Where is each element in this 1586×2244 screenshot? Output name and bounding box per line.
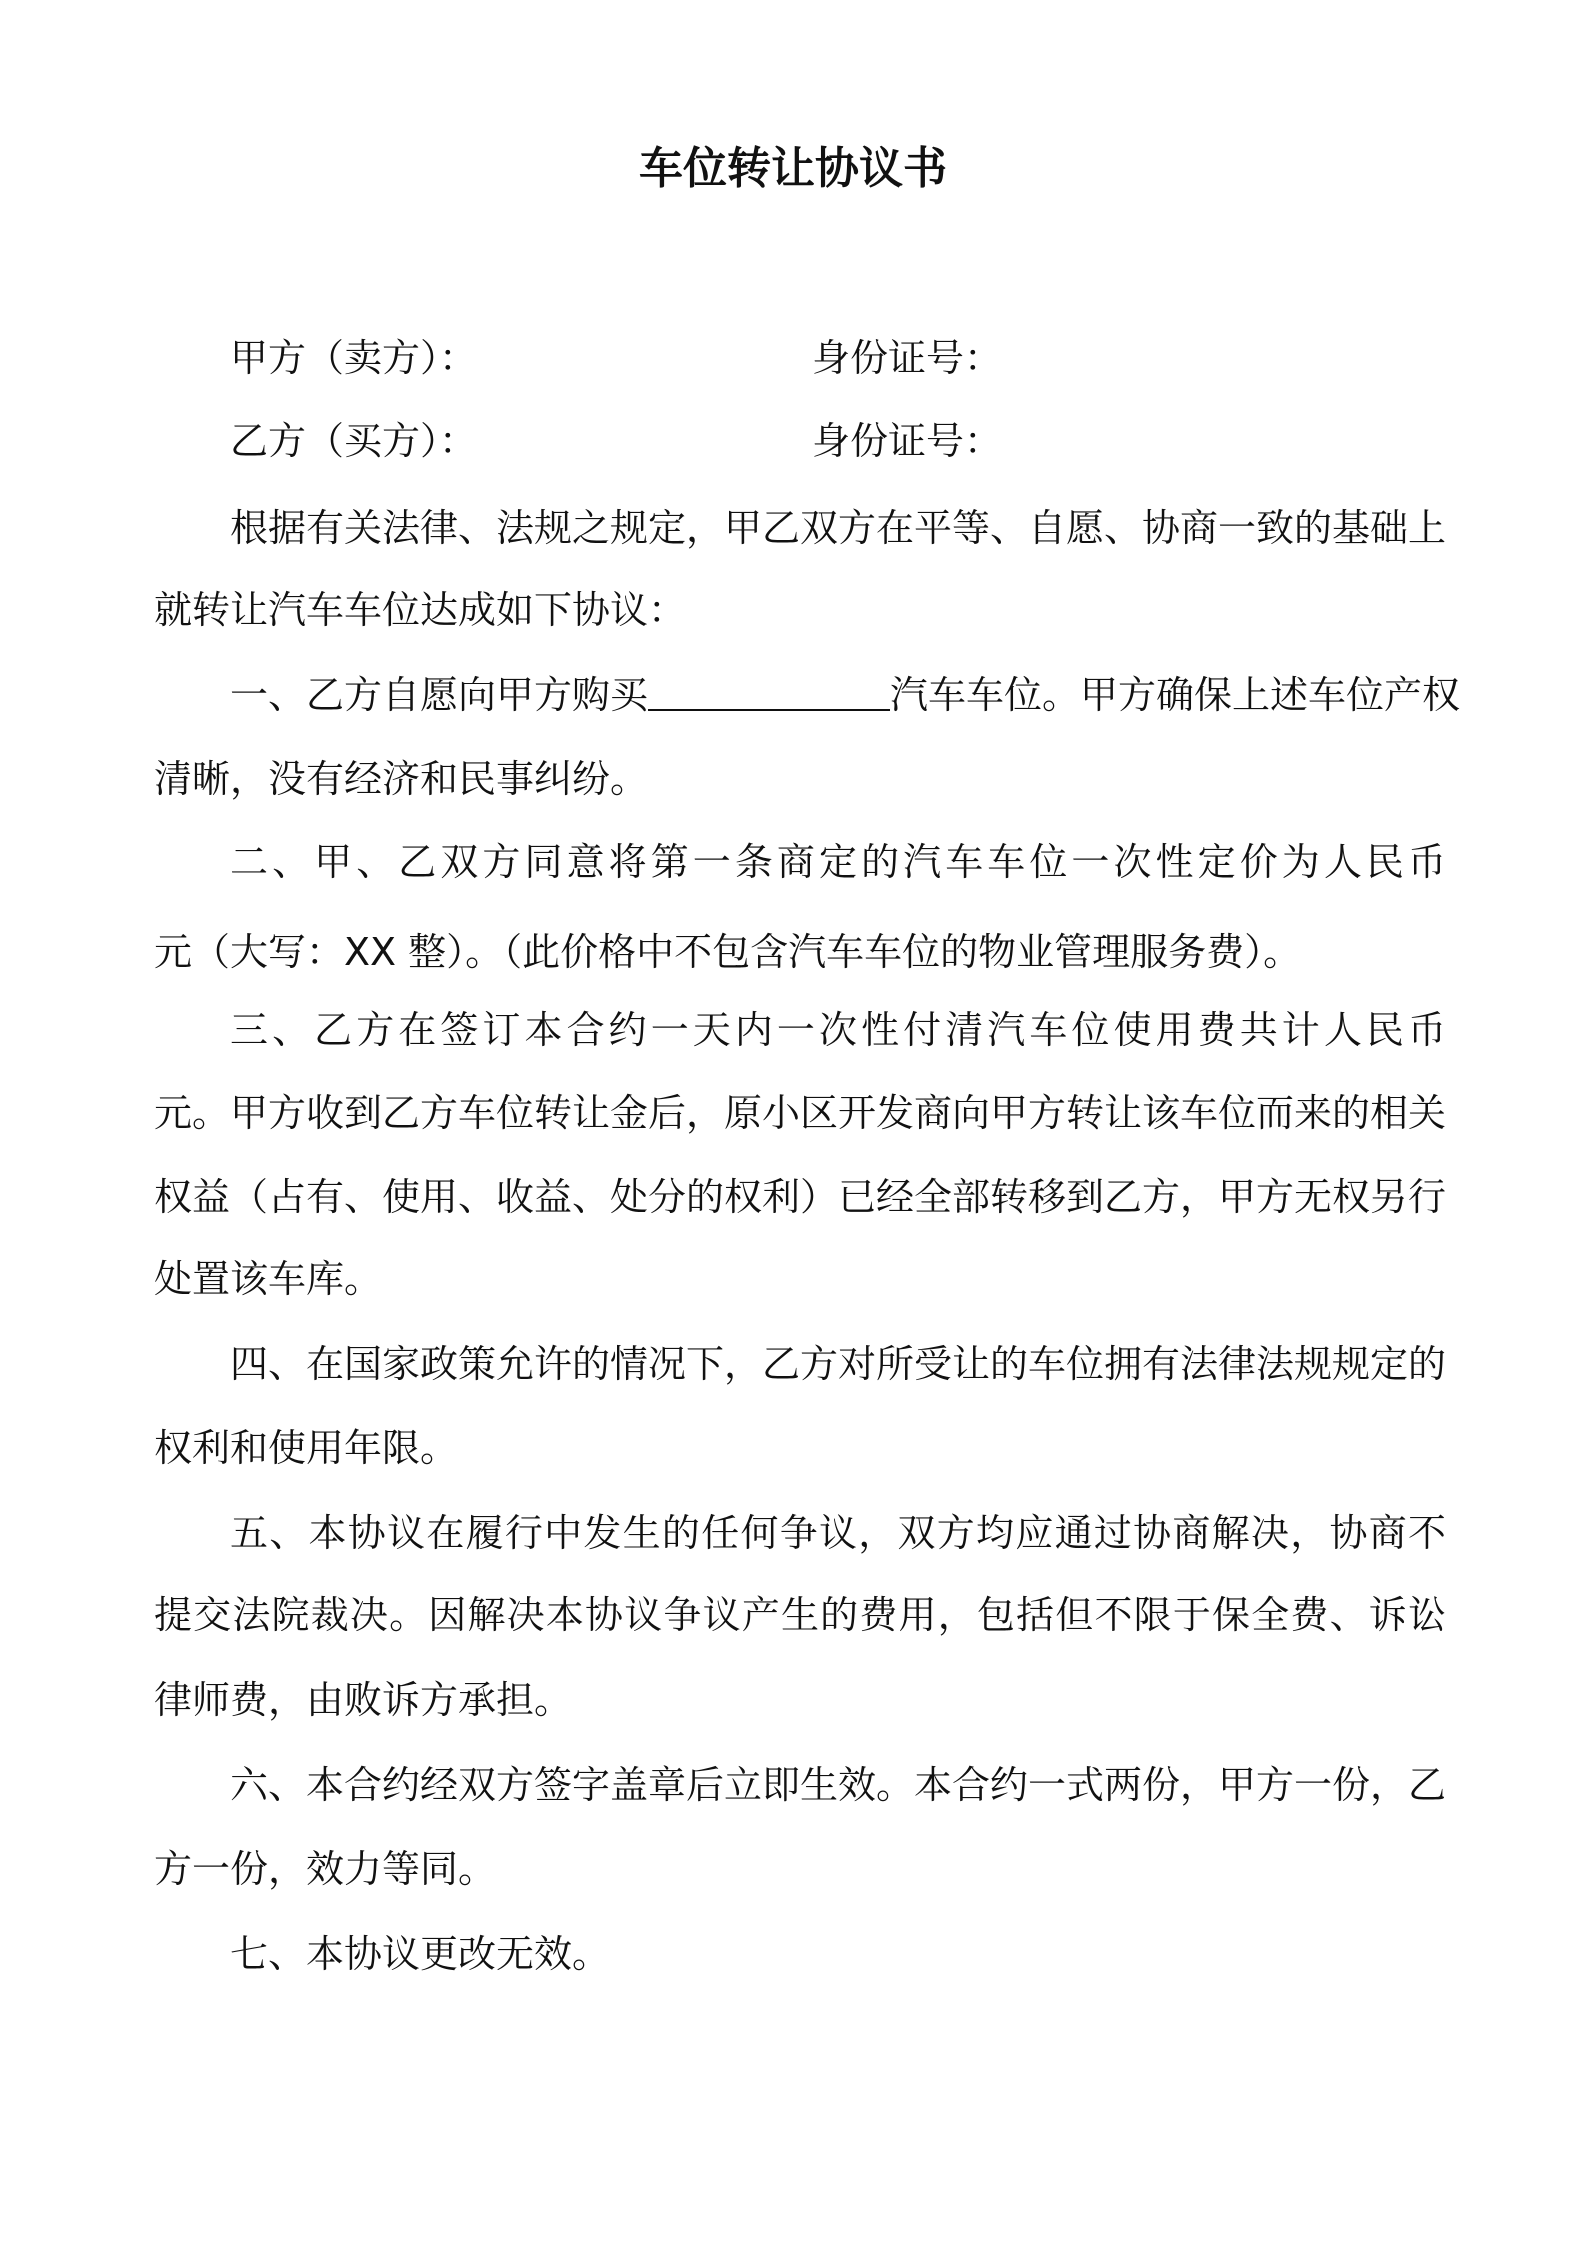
party-a-id-label: 身份证号：: [812, 336, 1003, 380]
party-b-label: 乙方（买方）：: [230, 419, 478, 463]
vehicle-space-blank[interactable]: [648, 665, 890, 711]
clause-3-line: 处置该车库。: [154, 1257, 383, 1301]
clause-1-line: 清晰，没有经济和民事纠纷。: [154, 757, 649, 801]
clause-2-line: 元（大写：XX 整）。（此价格中不包含汽车车位的物业管理服务费）。: [154, 930, 1302, 974]
party-b-id-label: 身份证号：: [812, 419, 1003, 463]
clause-2-line: 二、甲、乙双方同意将第一条商定的汽车车位一次性定价为人民币: [230, 840, 1446, 884]
clause-1-text: 一、乙方自愿向甲方购买: [230, 673, 649, 717]
document-title: 车位转让协议书: [639, 143, 947, 194]
clause-6-line: 六、本合约经双方签字盖章后立即生效。本合约一式两份，甲方一份，乙: [230, 1763, 1446, 1807]
party-a-label: 甲方（卖方）：: [230, 336, 478, 380]
clause-4-line: 四、在国家政策允许的情况下，乙方对所受让的车位拥有法律法规规定的: [230, 1342, 1446, 1386]
clause-1-text: 汽车车位。甲方确保上述车位产权: [890, 673, 1461, 717]
clause-4-line: 权利和使用年限。: [154, 1426, 459, 1470]
preamble-line: 就转让汽车车位达成如下协议：: [154, 588, 687, 632]
preamble-line: 根据有关法律、法规之规定，甲乙双方在平等、自愿、协商一致的基础上: [230, 506, 1446, 550]
clause-3-line: 权益（占有、使用、收益、处分的权利）已经全部转移到乙方，甲方无权另行: [154, 1175, 1446, 1219]
clause-5-line: 提交法院裁决。因解决本协议争议产生的费用，包括但不限于保全费、诉讼: [154, 1593, 1446, 1637]
clause-6-line: 方一份，效力等同。: [154, 1847, 497, 1891]
clause-7-line: 七、本协议更改无效。: [230, 1932, 611, 1976]
clause-3-line: 三、乙方在签订本合约一天内一次性付清汽车位使用费共计人民币: [230, 1008, 1446, 1052]
clause-3-line: 元。甲方收到乙方车位转让金后，原小区开发商向甲方转让该车位而来的相关: [154, 1091, 1446, 1135]
clause-5-line: 律师费，由败诉方承担。: [154, 1678, 573, 1722]
clause-5-line: 五、本协议在履行中发生的任何争议，双方均应通过协商解决，协商不: [230, 1511, 1446, 1555]
clause-1-line: [230, 665, 1461, 725]
